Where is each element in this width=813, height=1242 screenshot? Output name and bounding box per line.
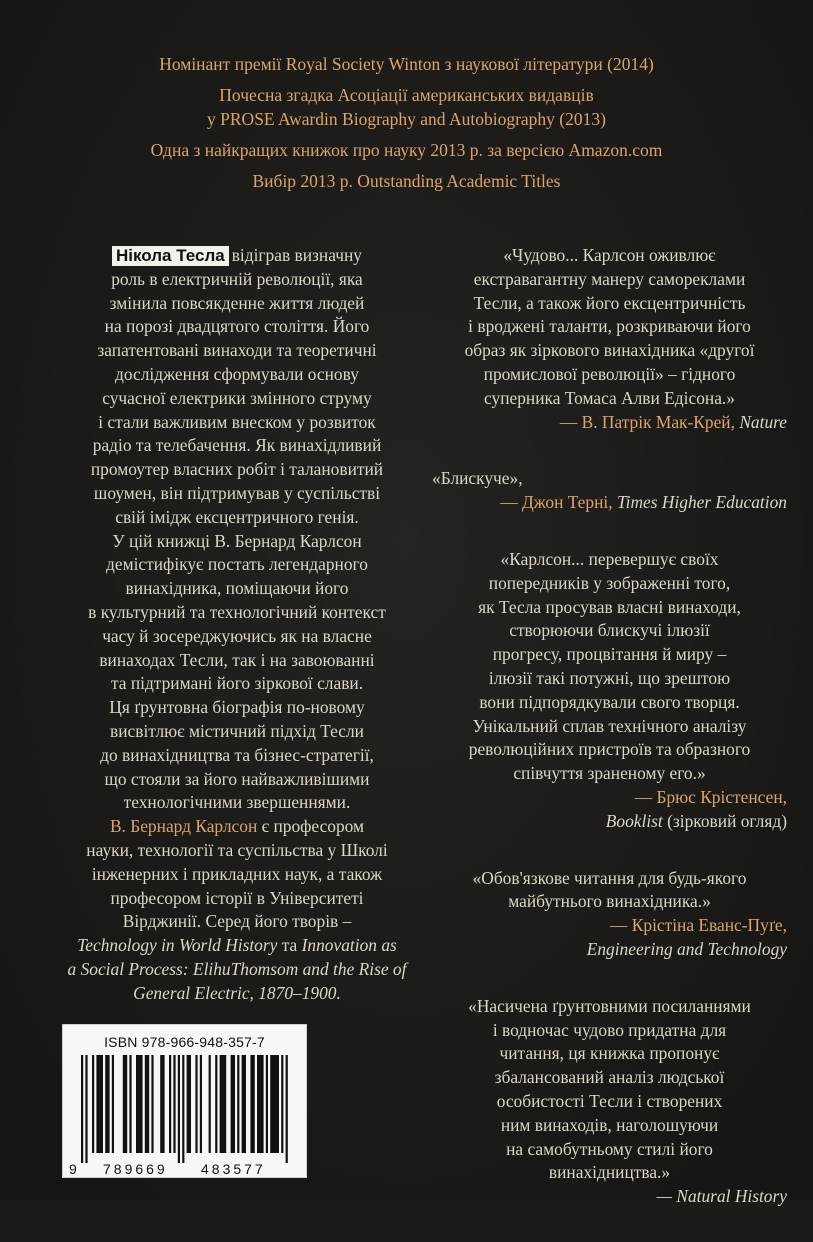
author-line xyxy=(62,934,412,958)
description-line: свій імідж ексцентричного генія. xyxy=(115,506,359,527)
quote-line: створюючи блискучі ілюзії xyxy=(509,620,710,641)
barcode-bar xyxy=(209,1055,211,1153)
review-quote xyxy=(432,467,787,515)
author-line xyxy=(62,815,412,839)
quote-line: екстравагантну манеру самореклами xyxy=(473,268,746,289)
description-line: роль в електричній революції, яка xyxy=(111,268,363,289)
barcode-bar xyxy=(96,1055,103,1153)
quote-line: читання, ця книжка пропонує xyxy=(499,1043,720,1064)
award-line: Номінант премії Royal Society Winton з наукової літератури (2014) xyxy=(159,54,654,74)
barcode-digit-first: 9 xyxy=(69,1161,77,1177)
author-bio xyxy=(62,815,412,1005)
quote-line: співчуття зраненому его.» xyxy=(513,763,706,784)
award-line: Почесна згадка Асоціації американських видавців xyxy=(219,85,594,105)
award-line: у PROSE Awardin Biography and Autobiography (2013) xyxy=(207,109,606,129)
description-line: запатентовані винаходи та теоретичні xyxy=(97,340,377,361)
description-line: демістифікує постать легендарного xyxy=(106,554,368,575)
quote-line: Унікальний сплав технічного аналізу xyxy=(472,715,747,736)
quote-attribution xyxy=(432,491,787,515)
award-line: Одна з найкращих книжок про науку 2013 р. за версією Amazon.com xyxy=(150,140,663,160)
quote-attribution xyxy=(432,914,787,938)
barcode-bar xyxy=(200,1055,202,1153)
barcode-digits-right: 483577 xyxy=(201,1161,266,1177)
quotes-column xyxy=(432,244,787,1242)
barcode-bar xyxy=(250,1055,254,1153)
reviewer-name: — В. Патрік Мак-Крей, xyxy=(559,411,735,432)
connector: та xyxy=(281,935,298,956)
barcode-bar xyxy=(85,1055,87,1163)
book-title: General Electric, 1870–1900. xyxy=(133,982,341,1003)
description-line: дослідження сформували основу xyxy=(115,363,359,384)
quote-line: майбутнього винахідника.» xyxy=(508,891,711,912)
description-line: технологічними звершеннями. xyxy=(123,792,351,813)
barcode-bar xyxy=(123,1055,127,1153)
quote-line: «Карлсон... перевершує своїх xyxy=(500,548,719,569)
barcode-bar xyxy=(237,1055,239,1153)
barcode-bar xyxy=(129,1055,131,1153)
award-line: Вибір 2013 р. Outstanding Academic Titles xyxy=(252,171,561,191)
barcode-digits xyxy=(63,1161,306,1177)
barcode-bar xyxy=(286,1055,288,1163)
quote-line: на самобутньому стилі його xyxy=(506,1138,713,1159)
barcode-bar xyxy=(81,1055,83,1163)
description-line: винахідника, поміщаючи його xyxy=(125,578,349,599)
author-text: є професором xyxy=(261,816,365,837)
barcode-bar xyxy=(160,1055,164,1153)
quote-line: і водночас чудово придатна для xyxy=(492,1019,727,1040)
review-source: Booklist xyxy=(605,810,663,831)
barcode-bar xyxy=(215,1055,217,1153)
author-line: професором історії в Університеті xyxy=(110,887,364,908)
book-title: a Social Process: ElihuThomsom and the Rise of xyxy=(67,958,407,979)
description-line: У цій книжці В. Бернард Карлсон xyxy=(112,530,362,551)
quote-line: ілюзії такі потужні, що зрештою xyxy=(488,667,731,688)
barcode-bar xyxy=(266,1055,268,1153)
description-line: змінила повсякденне життя людей xyxy=(109,292,365,313)
reviewer-name: — Крістіна Еванс-Пуґе, xyxy=(610,915,787,936)
barcode-bar xyxy=(136,1055,143,1153)
review-quote xyxy=(432,995,787,1209)
description-column xyxy=(62,244,412,1006)
review-quote xyxy=(432,244,787,434)
barcode-bar xyxy=(173,1055,175,1153)
barcode-bar xyxy=(281,1055,283,1153)
barcode-digits-left: 789669 xyxy=(103,1161,168,1177)
highlight-name: Нікола Тесла xyxy=(112,246,229,266)
barcode-bar xyxy=(92,1055,94,1153)
quote-line: суперника Томаса Алви Едісона.» xyxy=(484,387,735,408)
review-note: (зірковий огляд) xyxy=(667,810,787,831)
quote-line: і вроджені таланти, розкриваючи його xyxy=(468,316,751,337)
reviewer-name: — Брюс Крістенсен, xyxy=(634,786,787,807)
barcode-bar xyxy=(257,1055,264,1153)
description-line: на порозі двадцятого століття. Його xyxy=(104,316,370,337)
barcode-bars xyxy=(81,1055,288,1165)
author-line: науки, технології та суспільства у Школі xyxy=(86,839,388,860)
barcode xyxy=(62,1024,307,1178)
isbn-label: ISBN 978-966-948-357-7 xyxy=(104,1034,265,1050)
barcode-bar xyxy=(151,1055,153,1153)
quote-line: вони підпорядкували свого творця. xyxy=(479,691,740,712)
description-line: сучасної електрики змінного струму xyxy=(102,387,372,408)
barcode-bar xyxy=(187,1055,191,1153)
quote-line: Тесли, а також його ексцентричність xyxy=(473,292,746,313)
quote-line: «Обов'язкове читання для будь-якого xyxy=(472,867,747,888)
description-line: шоумен, він підтримував у суспільстві xyxy=(93,482,381,503)
reviewer-name: — Джон Терні, xyxy=(500,492,613,513)
barcode-bar xyxy=(220,1055,227,1153)
quote-line: ним винаходів, наголошуючи xyxy=(500,1114,719,1135)
review-source: Nature xyxy=(739,411,787,432)
barcode-bar xyxy=(145,1055,149,1153)
quote-line: промислової революції» – гідного xyxy=(483,363,736,384)
book-title: Innovation as xyxy=(301,935,397,956)
book-title: Technology in World History xyxy=(77,935,278,956)
barcode-bar xyxy=(178,1055,180,1163)
barcode-bar xyxy=(169,1055,171,1153)
quote-attribution xyxy=(432,411,787,435)
quote-line: «Чудово... Карлсон оживлює xyxy=(503,245,716,265)
quote-line: збалансований аналіз людської xyxy=(494,1067,725,1088)
description-line: часу й зосереджуючись як на власне xyxy=(102,625,372,646)
quote-line: «Блискуче», xyxy=(432,468,523,489)
quote-line: винахідництва.» xyxy=(548,1162,671,1183)
review-source: Engineering and Technology xyxy=(586,938,787,959)
barcode-bar xyxy=(231,1055,235,1153)
quote-attribution xyxy=(432,786,787,810)
description-line: радіо та телебачення. Як винахідливий xyxy=(92,435,382,456)
barcode-bar xyxy=(182,1055,184,1163)
quote-line: особистості Тесли і створених xyxy=(496,1090,723,1111)
author-line: Вірджинії. Серед його творів – xyxy=(122,911,352,932)
review-quote xyxy=(432,867,787,962)
quote-line: як Тесла просував власні винаходи, xyxy=(478,596,741,617)
description-paragraph xyxy=(62,244,412,815)
barcode-bar xyxy=(242,1055,246,1153)
description-line xyxy=(62,244,412,268)
description-text: відіграв визначну xyxy=(231,245,362,265)
description-line: в культурний та технологічний контекст xyxy=(88,601,386,622)
quote-line: прогресу, процвітання й миру – xyxy=(492,644,727,665)
description-line: до винахідництва та бізнес-стратегії, xyxy=(100,744,374,765)
quote-attribution xyxy=(432,810,787,834)
review-source: Times Higher Education xyxy=(616,492,787,513)
barcode-bar xyxy=(112,1055,114,1153)
barcode-bar xyxy=(270,1055,279,1153)
review-quote xyxy=(432,548,787,834)
author-line: інженерних і прикладних наук, а також xyxy=(91,863,383,884)
review-source: — Natural History xyxy=(656,1186,787,1207)
description-line: Ця ґрунтовна біографія по-новому xyxy=(109,697,365,718)
description-line: і стали важливим внеском у розвиток xyxy=(98,411,376,432)
quote-line: «Насичена ґрунтовними посиланнями xyxy=(468,995,751,1016)
description-line: що стояли за його найважливішими xyxy=(104,768,370,789)
author-name: В. Бернард Карлсон xyxy=(109,816,258,837)
description-line: винаходах Тесли, так і на завоюванні xyxy=(99,649,375,670)
quote-line: попередників у зображенні того, xyxy=(488,572,731,593)
description-line: висвітлює містичний підхід Тесли xyxy=(110,720,364,741)
description-line: та підтримані його зіркової слави. xyxy=(110,673,364,694)
description-line: промоутер власних робіт і талановитий xyxy=(90,459,384,480)
quote-line: образ як зіркового винахідника «другої xyxy=(464,340,755,361)
barcode-bar xyxy=(105,1055,109,1153)
awards-block xyxy=(0,52,813,200)
barcode-bar xyxy=(195,1055,197,1153)
quote-line: революційних пристроїв та образного xyxy=(468,739,751,760)
